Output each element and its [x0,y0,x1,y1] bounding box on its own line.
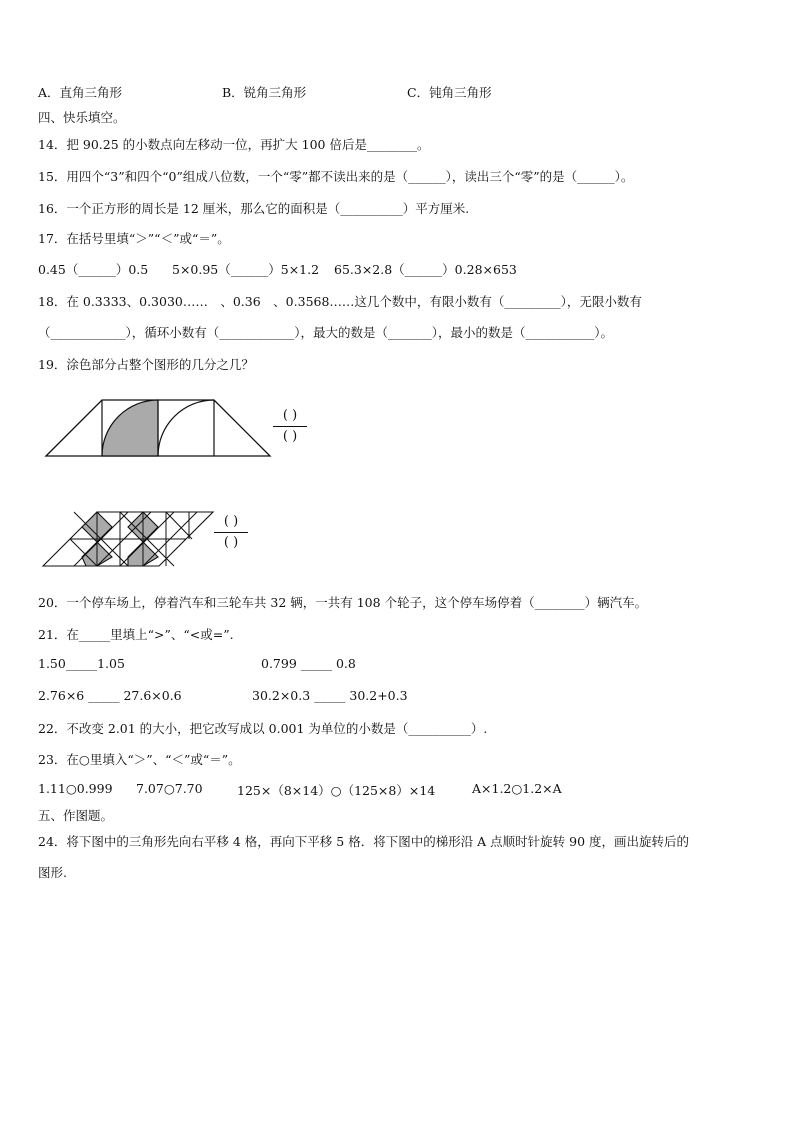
trapezoid-figure [44,398,274,460]
section-5-heading: 五、作图题。 [38,808,114,823]
q21-item-3: 2.76×6 _____ 27.6×0.6 [38,688,182,703]
q21-item-4: 30.2×0.3 _____ 30.2+0.3 [252,688,408,703]
option-c: C．钝角三角形 [407,85,492,100]
question-15: 15．用四个“3”和四个“0”组成八位数，一个“零”都不读出来的是（______），读出三个“零”的是（______）。 [38,169,634,184]
question-21: 21．在_____里填上“>”、“<或=”. [38,627,234,642]
question-17: 17．在括号里填“＞”“＜”或“＝”。 [38,231,230,246]
q23-item-1: 1.11○0.999 [38,781,113,796]
question-19: 19．涂色部分占整个图形的几分之几？ [38,357,254,372]
q21-item-1: 1.50_____1.05 [38,656,125,671]
parallelogram-figure [40,506,220,570]
section-4-heading: 四、快乐填空。 [38,110,126,125]
denominator-blank: ( ) [282,429,298,444]
option-a: A．直角三角形 [38,85,123,100]
fraction-answer-2 [214,514,248,551]
question-22: 22．不改变 2.01 的大小，把它改写成以 0.001 为单位的小数是（__________）. [38,721,488,736]
q23-item-3: 125×（8×14）○（125×8）×14 [237,783,436,798]
q23-item-4: A×1.2○1.2×A [472,781,562,796]
q21-item-2: 0.799 _____ 0.8 [261,656,356,671]
numerator-blank: ( ) [223,514,239,529]
question-24-line-2: 图形. [38,865,67,880]
question-14: 14．把 90.25 的小数点向左移动一位，再扩大 100 倍后是________。 [38,137,430,152]
question-18-line-1: 18．在 0.3333、0.3030…… 、0.36 、0.3568……这几个数中，有限小数有（_________），无限小数有 [38,294,642,309]
q17-item-1: 0.45（______）0.5 [38,262,149,277]
fraction-answer-1 [273,408,307,445]
numerator-blank: ( ) [282,408,298,423]
q17-item-2: 5×0.95（______）5×1.2 [172,262,320,277]
question-23: 23．在○里填入“＞”、“＜”或“＝”。 [38,752,241,767]
question-16: 16．一个正方形的周长是 12 厘米，那么它的面积是（__________）平方厘米. [38,201,470,216]
question-18-line-2: （____________），循环小数有（____________），最大的数是（_______），最小的数是（___________）。 [38,325,614,340]
question-24-line-1: 24．将下图中的三角形先向右平移 4 格，再向下平移 5 格．将下图中的梯形沿 A 点顺时针旋转 90 度，画出旋转后的 [38,834,690,849]
denominator-blank: ( ) [223,535,239,550]
q17-item-3: 65.3×2.8（______）0.28×653 [334,262,517,277]
option-b: B．锐角三角形 [222,85,307,100]
question-20: 20．一个停车场上，停着汽车和三轮车共 32 辆，一共有 108 个轮子，这个停车场停着（________）辆汽车。 [38,595,648,610]
q23-item-2: 7.07○7.70 [136,781,203,796]
